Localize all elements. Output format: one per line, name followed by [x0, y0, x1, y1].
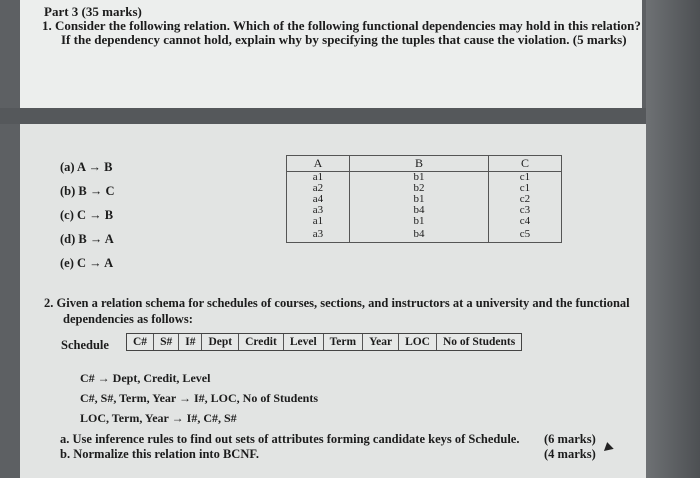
schema-attribute: Dept — [201, 334, 238, 350]
table-cell: a3 — [287, 227, 350, 243]
table-cell: b1 — [350, 172, 489, 184]
dependency-option-a: (a) A → B — [60, 160, 113, 174]
question-1-text: 1. Consider the following relation. Which of the following functional dependencies may hold in this relation? — [42, 18, 641, 33]
marks-a: (6 marks) — [544, 432, 596, 446]
table-row — [287, 227, 562, 243]
functional-dependency-3: LOC, Term, Year → I#, C#, S# — [80, 411, 237, 425]
schema-attribute: Level — [283, 334, 323, 350]
schema-attribute: I# — [178, 334, 201, 350]
table-cell: b2 — [350, 183, 489, 194]
part-title: Part 3 (35 marks) — [44, 4, 142, 19]
table-cell: b1 — [350, 216, 489, 227]
relation-table — [286, 155, 562, 243]
schema-attribute: LOC — [398, 334, 436, 350]
table-cell: b4 — [350, 205, 489, 216]
question-1-instruction: If the dependency cannot hold, explain why by specifying the tuples that cause the violation. (5 marks) — [61, 32, 627, 47]
functional-dependency-1: C# → Dept, Credit, Level — [80, 371, 211, 385]
column-header-a: A — [287, 156, 350, 172]
schema-attribute: Year — [362, 334, 398, 350]
table-cell: c4 — [489, 216, 562, 227]
table-cell: a4 — [287, 194, 350, 205]
dependency-option-e: (e) C → A — [60, 256, 114, 270]
table-cell: a1 — [287, 216, 350, 227]
table-cell: c5 — [489, 227, 562, 243]
schema-attribute: C# — [133, 336, 148, 348]
background-edge — [646, 0, 700, 478]
table-cell: c3 — [489, 205, 562, 216]
schema-attribute: Credit — [238, 334, 283, 350]
question-2-text: 2. Given a relation schema for schedules of courses, sections, and instructors at a university and the functional — [44, 296, 630, 310]
dependency-option-b: (b) B → C — [60, 184, 115, 198]
table-cell: a2 — [287, 183, 350, 194]
schema-attribute: No of Students — [436, 334, 521, 350]
functional-dependency-2: C#, S#, Term, Year → I#, LOC, No of Students — [80, 391, 319, 405]
dependency-option-d: (d) B → A — [60, 232, 114, 246]
sub-question-b: b. Normalize this relation into BCNF. — [60, 447, 259, 461]
schema-attribute: Term — [323, 334, 362, 350]
table-cell: c1 — [489, 183, 562, 194]
table-cell: a1 — [287, 172, 350, 184]
relation-header-row — [287, 156, 562, 172]
table-row — [287, 216, 562, 227]
sub-question-a: a. Use inference rules to find out sets of attributes forming candidate keys of Schedule. — [60, 432, 520, 446]
dependency-option-c: (c) C → B — [60, 208, 114, 222]
table-cell: c1 — [489, 172, 562, 184]
table-cell: b4 — [350, 227, 489, 243]
table-cell: c2 — [489, 194, 562, 205]
table-cell: a3 — [287, 205, 350, 216]
schema-label: Schedule — [61, 338, 109, 352]
schema-attribute: S# — [153, 334, 178, 350]
page-gap-band — [0, 108, 700, 124]
marks-b: (4 marks) — [544, 447, 596, 461]
column-header-c: C — [489, 156, 562, 172]
table-cell: b1 — [350, 194, 489, 205]
schema-attribute-box — [126, 333, 522, 351]
question-2-text-cont: dependencies as follows: — [63, 312, 193, 326]
column-header-b: B — [350, 156, 489, 172]
